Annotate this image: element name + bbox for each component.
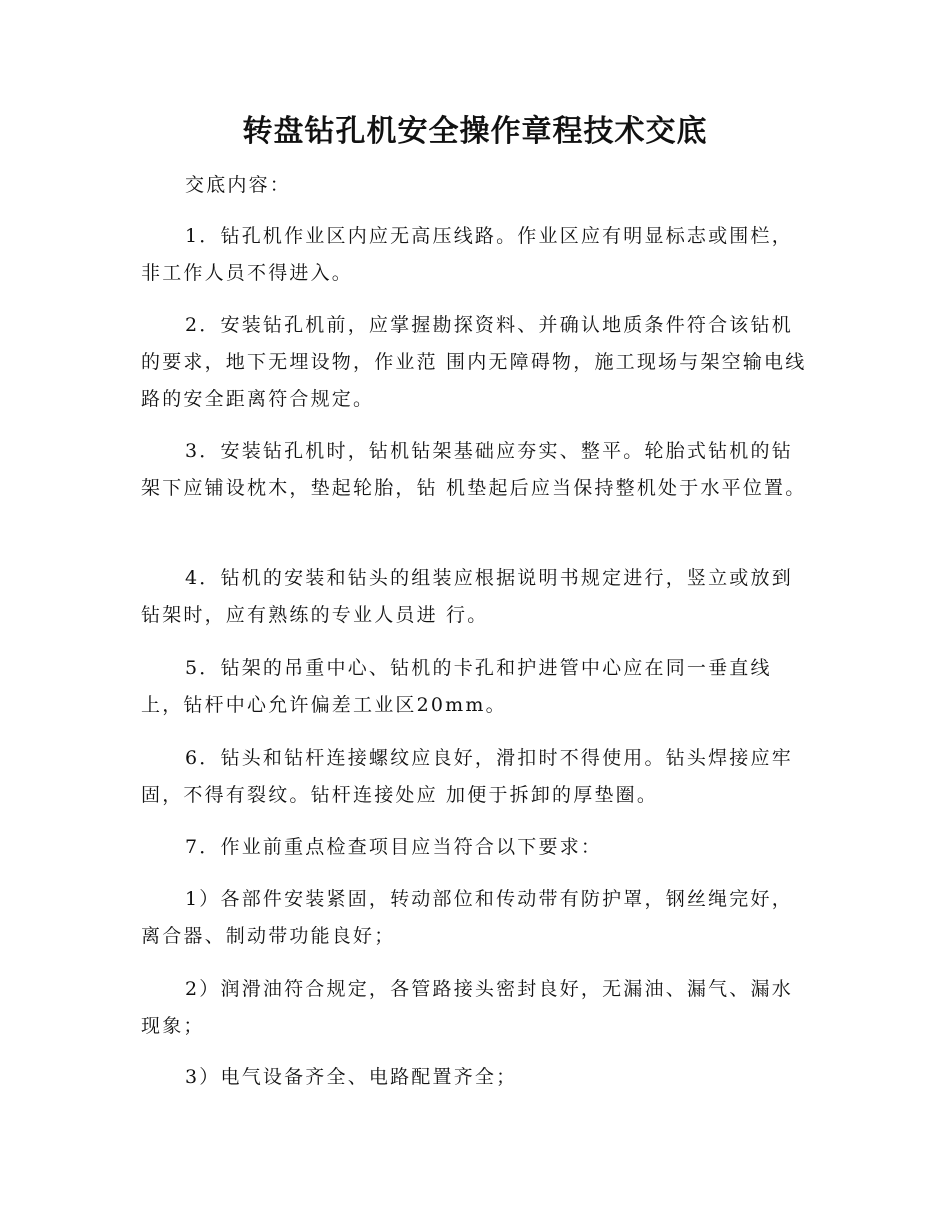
paragraph-item-3: 3．安装钻孔机时，钻机钻架基础应夯实、整平。轮胎式钻机的钻架下应铺设枕木，垫起轮胎，钻 机垫起后应当保持整机处于水平位置。 bbox=[141, 440, 807, 499]
paragraph-item-7: 7．作业前重点检查项目应当符合以下要求： bbox=[185, 836, 603, 858]
paragraph-intro: 交底内容： bbox=[185, 174, 292, 196]
paragraph-subitem-1: 1）各部件安装紧固，转动部位和传动带有防护罩，钢丝绳完好，离合器、制动带功能良好； bbox=[141, 888, 793, 947]
paragraph-item-6: 6．钻头和钻杆连接螺纹应良好，滑扣时不得使用。钻头焊接应牢固，不得有裂纹。钻杆连接处应 加便于拆卸的厚垫圈。 bbox=[141, 747, 793, 806]
paragraph-item-5: 5．钻架的吊重中心、钻机的卡孔和护进管中心应在同一垂直线上，钻杆中心允许偏差工业区20mm。 bbox=[141, 657, 772, 716]
paragraph-subitem-2: 2）润滑油符合规定，各管路接头密封良好，无漏油、漏气、漏水现象； bbox=[141, 978, 793, 1037]
paragraph-item-1: 1．钻孔机作业区内应无高压线路。作业区应有明显标志或围栏，非工作人员不得进入。 bbox=[141, 225, 793, 284]
paragraph-subitem-3: 3）电气设备齐全、电路配置齐全； bbox=[185, 1066, 518, 1088]
paragraph-item-4: 4．钻机的安装和钻头的组装应根据说明书规定进行，竖立或放到钻架时，应有熟练的专业人员进 行。 bbox=[141, 567, 793, 626]
document-title: 转盘钻孔机安全操作章程技术交底 bbox=[242, 114, 708, 149]
paragraph-item-2: 2．安装钻孔机前，应掌握勘探资料、并确认地质条件符合该钻机的要求，地下无埋设物，作业范 围内无障碍物，施工现场与架空输电线路的安全距离符合规定。 bbox=[141, 314, 807, 410]
